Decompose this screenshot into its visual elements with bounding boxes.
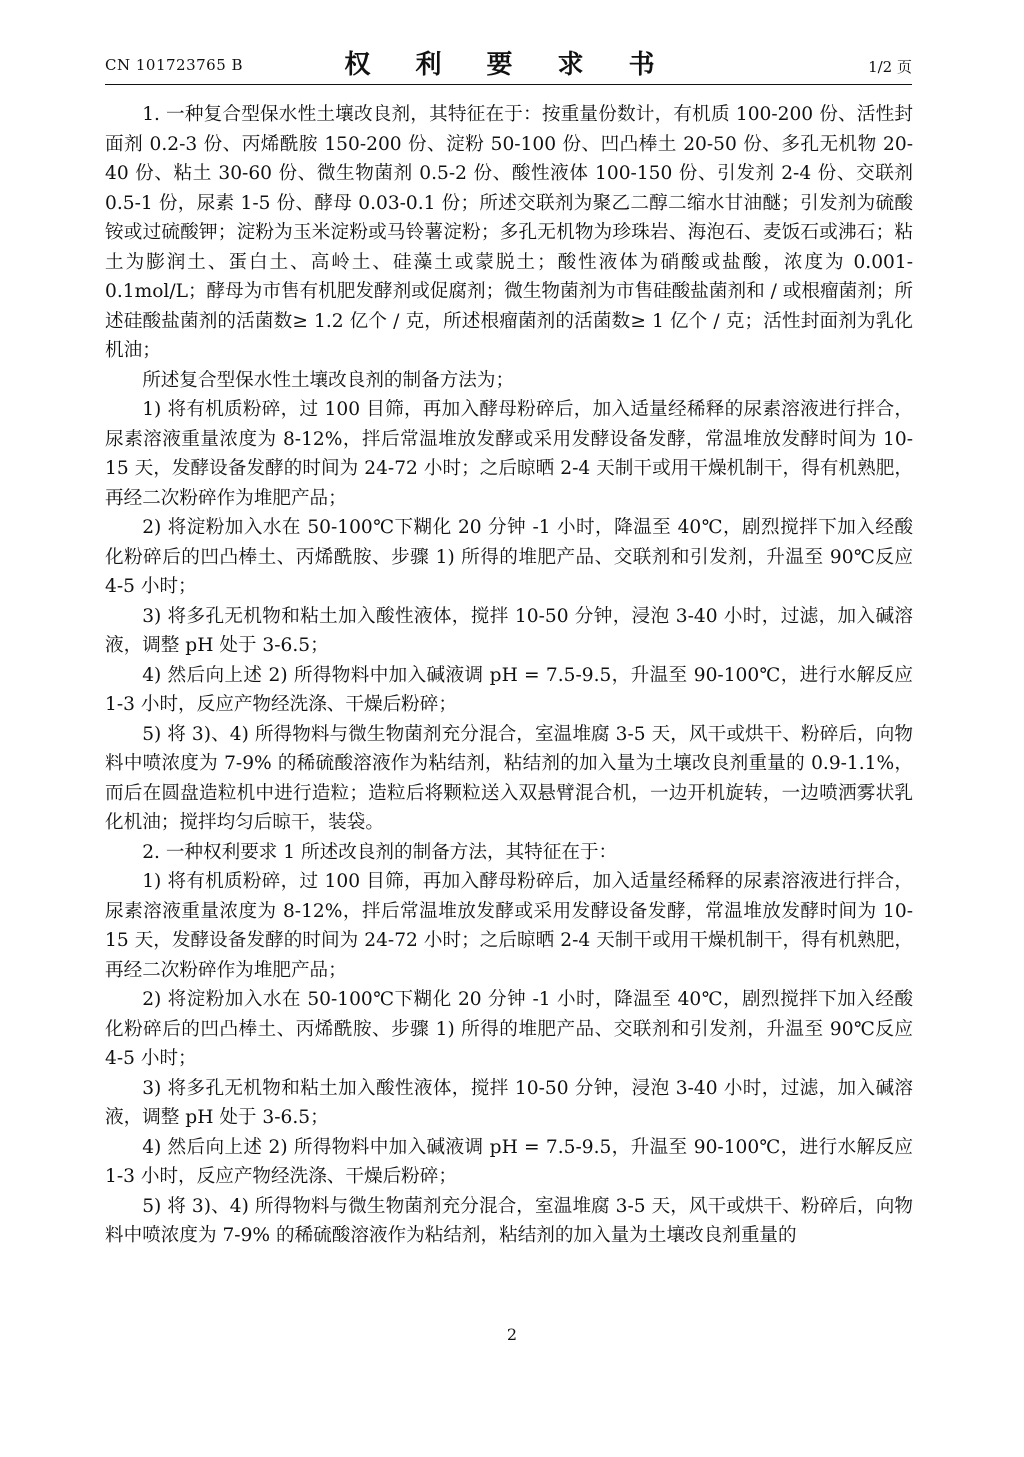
claim-2-step-3: 3) 将多孔无机物和粘土加入酸性液体，搅拌 10-50 分钟，浸泡 3-40 小时，过滤，加入碱溶液，调整 pH 处于 3-6.5； <box>105 1077 913 1128</box>
page-header <box>105 42 912 82</box>
page-number: 2 <box>506 1325 518 1344</box>
patent-number: CN 101723765 B <box>105 56 244 74</box>
header-divider <box>105 84 912 85</box>
claim-1-step-5: 5) 将 3)、4) 所得物料与微生物菌剂充分混合，室温堆腐 3-5 天，风干或烘干、粉碎后，向物料中喷浓度为 7-9% 的稀硫酸溶液作为粘结剂，粘结剂的加入量为土壤改良剂重量的 0.9-1.1%，而后在圆盘造粒机中进行造粒；造粒后将颗粒送入双悬臂混合机，一边开机旋转，一边喷洒雾状乳化机油；搅拌均匀后晾干，装袋。 <box>105 723 913 833</box>
document-title: 权 利 要 求 书 <box>344 50 673 80</box>
claim-1-step-3: 3) 将多孔无机物和粘土加入酸性液体，搅拌 10-50 分钟，浸泡 3-40 小时，过滤，加入碱溶液，调整 pH 处于 3-6.5； <box>105 605 913 656</box>
claims-body <box>105 100 913 1251</box>
claim-1-step-2: 2) 将淀粉加入水在 50-100℃下糊化 20 分钟 -1 小时，降温至 40℃，剧烈搅拌下加入经酸化粉碎后的凹凸棒土、丙烯酰胺、步骤 1) 所得的堆肥产品、交联剂和引发剂，升温至 90℃反应 4-5 小时； <box>105 517 913 597</box>
claim-1-step-4: 4) 然后向上述 2) 所得物料中加入碱液调 pH = 7.5-9.5，升温至 90-100℃，进行水解反应 1-3 小时，反应产物经洗涤、干燥后粉碎； <box>105 664 913 715</box>
claim-2-step-1: 1) 将有机质粉碎，过 100 目筛，再加入酵母粉碎后，加入适量经稀释的尿素溶液进行拌合，尿素溶液重量浓度为 8-12%，拌后常温堆放发酵或采用发酵设备发酵，常温堆放发酵时间为 10-15 天，发酵设备发酵的时间为 24-72 小时；之后晾晒 2-4 天制干或用干燥机制干，得有机熟肥，再经二次粉碎作为堆肥产品； <box>105 871 913 981</box>
claim-1-step-1: 1) 将有机质粉碎，过 100 目筛，再加入酵母粉碎后，加入适量经稀释的尿素溶液进行拌合，尿素溶液重量浓度为 8-12%，拌后常温堆放发酵或采用发酵设备发酵，常温堆放发酵时间为 10-15 天，发酵设备发酵的时间为 24-72 小时；之后晾晒 2-4 天制干或用干燥机制干，得有机熟肥，再经二次粉碎作为堆肥产品； <box>105 399 913 509</box>
claim-2-step-2: 2) 将淀粉加入水在 50-100℃下糊化 20 分钟 -1 小时，降温至 40℃，剧烈搅拌下加入经酸化粉碎后的凹凸棒土、丙烯酰胺、步骤 1) 所得的堆肥产品、交联剂和引发剂，升温至 90℃反应 4-5 小时； <box>105 989 913 1069</box>
claim-2-paragraph: 2. 一种权利要求 1 所述改良剂的制备方法，其特征在于： <box>142 841 618 863</box>
claim-2-step-4: 4) 然后向上述 2) 所得物料中加入碱液调 pH = 7.5-9.5，升温至 90-100℃，进行水解反应 1-3 小时，反应产物经洗涤、干燥后粉碎； <box>105 1136 913 1187</box>
claim-2-step-5: 5) 将 3)、4) 所得物料与微生物菌剂充分混合，室温堆腐 3-5 天，风干或烘干、粉碎后，向物料中喷浓度为 7-9% 的稀硫酸溶液作为粘结剂，粘结剂的加入量为土壤改良剂重量的 <box>105 1195 913 1246</box>
claim-1-paragraph: 1. 一种复合型保水性土壤改良剂，其特征在于：按重量份数计，有机质 100-200 份、活性封面剂 0.2-3 份、丙烯酰胺 150-200 份、淀粉 50-100 份、凹凸棒土 20-50 份、多孔无机物 20-40 份、粘土 30-60 份、微生物菌剂 0.5-2 份、酸性液体 100-150 份、引发剂 2-4 份、交联剂 0.5-1 份，尿素 1-5 份、酵母 0.03-0.1 份；所述交联剂为聚乙二醇二缩水甘油醚；引发剂为硫酸铵或过硫酸钾；淀粉为玉米淀粉或马铃薯淀粉；多孔无机物为珍珠岩、海泡石、麦饭石或沸石；粘土为膨润土、蛋白土、高岭土、硅藻土或蒙脱土；酸性液体为硝酸或盐酸，浓度为 0.001-0.1mol/L；酵母为市售有机肥发酵剂或促腐剂；微生物菌剂为市售硅酸盐菌剂和 / 或根瘤菌剂；所述硅酸盐菌剂的活菌数≥ 1.2 亿个 / 克，所述根瘤菌剂的活菌数≥ 1 亿个 / 克；活性封面剂为乳化机油； <box>105 104 913 361</box>
claim-1-method-intro: 所述复合型保水性土壤改良剂的制备方法为； <box>142 369 515 391</box>
page-indicator: 1/2 页 <box>868 58 912 76</box>
